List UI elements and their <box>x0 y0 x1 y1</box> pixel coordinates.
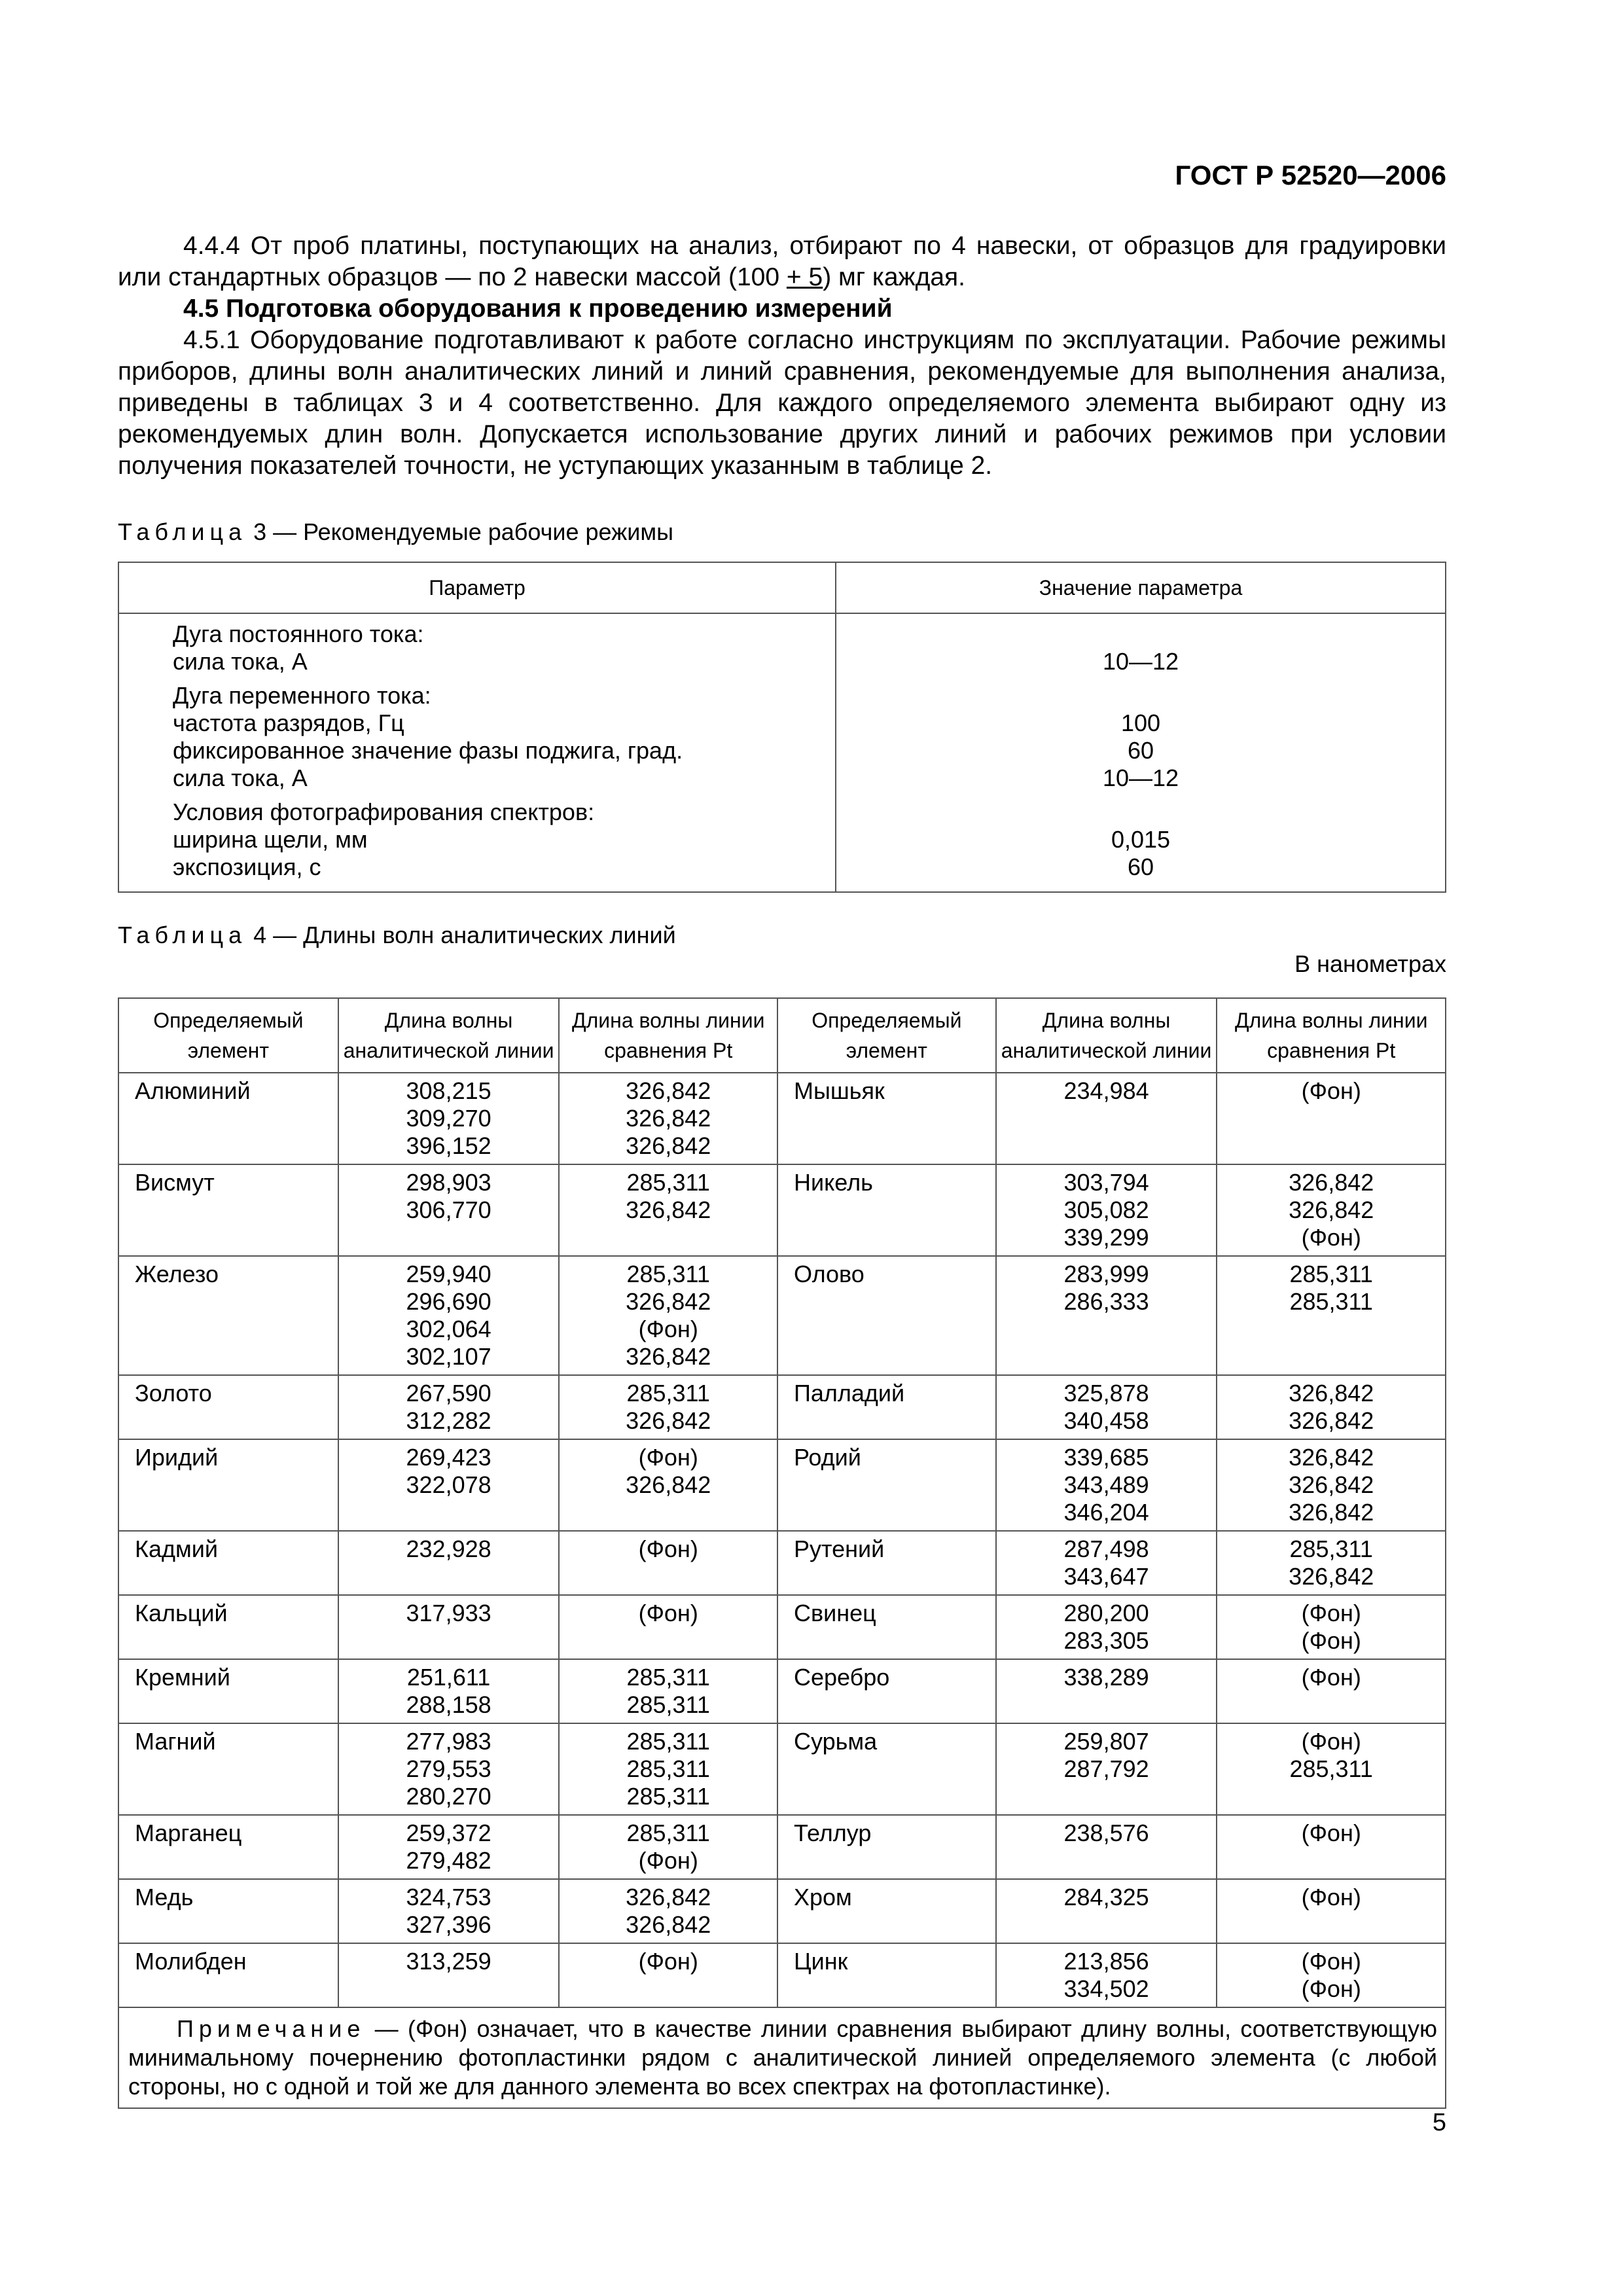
analytic-wavelength: 312,282 <box>406 1407 491 1434</box>
reference-wavelength-cell <box>1217 1256 1446 1375</box>
reference-wavelength-cell <box>559 1595 777 1659</box>
analytic-wavelength: 327,396 <box>406 1911 491 1938</box>
analytic-wavelength-cell <box>996 1943 1217 2007</box>
parameter-line: Дуга постоянного тока: <box>173 620 424 647</box>
reference-wavelength: (Фон) <box>1301 1224 1361 1251</box>
analytic-wavelength: 302,064 <box>406 1316 491 1342</box>
analytic-wavelength: 343,647 <box>1063 1563 1149 1590</box>
analytic-wavelength: 286,333 <box>1063 1288 1149 1315</box>
paragraph-4-4-4 <box>118 230 1446 293</box>
table3-row <box>118 613 1446 892</box>
analytic-wavelength: 308,215 <box>406 1077 491 1104</box>
analytic-wavelength-cell <box>996 1164 1217 1256</box>
element-name-cell <box>777 1723 996 1815</box>
note-text: — (Фон) означает, что в качестве линии сравнения выбирают длину волны, соответствующую минимальному почернению фотопластинки рядом с аналитической линией определяемого элемента (с любой стороны, но с одной и той же для данного элемента во всех спектрах на фотопластинке). <box>128 2015 1437 2100</box>
table4-wavelengths <box>118 997 1446 2109</box>
analytic-wavelength-cell <box>996 1815 1217 1879</box>
analytic-wavelength-cell <box>338 1256 560 1375</box>
analytic-wavelength: 259,372 <box>406 1820 491 1846</box>
element-name-cell <box>777 1815 996 1879</box>
analytic-wavelength: 396,152 <box>406 1132 491 1159</box>
value-line: 0,015 <box>1111 826 1171 853</box>
table-row <box>118 1375 1446 1439</box>
reference-wavelength: 285,311 <box>626 1783 710 1810</box>
parameter-line: частота разрядов, Гц <box>173 709 404 736</box>
table4-header-reference-wavelength: Длина волны линии сравнения Pt <box>1217 998 1446 1073</box>
reference-wavelength-cell <box>559 1073 777 1164</box>
analytic-wavelength-cell <box>996 1256 1217 1375</box>
parameter-group <box>173 798 835 881</box>
table4-note <box>118 2007 1446 2108</box>
analytic-wavelength-cell <box>338 1943 560 2007</box>
table-row <box>118 1073 1446 1164</box>
element-name: Свинец <box>793 1600 876 1626</box>
reference-wavelength: 285,311 <box>626 1261 710 1287</box>
table-row <box>118 1164 1446 1256</box>
analytic-wavelength-cell <box>996 1659 1217 1723</box>
parameter-line: фиксированное значение фазы поджига, град. <box>173 737 683 764</box>
element-name-cell <box>777 1375 996 1439</box>
value-group <box>836 682 1445 792</box>
analytic-wavelength: 346,204 <box>1063 1499 1149 1526</box>
reference-wavelength-cell <box>1217 1815 1446 1879</box>
table-row <box>118 1879 1446 1943</box>
element-name: Цинк <box>793 1948 848 1975</box>
element-name-cell <box>118 1256 338 1375</box>
table3-operating-modes <box>118 562 1446 893</box>
analytic-wavelength: 313,259 <box>406 1948 491 1975</box>
element-name: Кадмий <box>135 1535 218 1562</box>
element-name-cell <box>118 1879 338 1943</box>
reference-wavelength: 326,842 <box>626 1105 711 1132</box>
analytic-wavelength-cell <box>338 1073 560 1164</box>
analytic-wavelength-cell <box>996 1531 1217 1595</box>
reference-wavelength: 285,311 <box>1289 1755 1373 1782</box>
reference-wavelength-cell <box>1217 1723 1446 1815</box>
reference-wavelength-cell <box>559 1815 777 1879</box>
analytic-wavelength: 259,940 <box>406 1261 491 1287</box>
element-name-cell <box>118 1164 338 1256</box>
analytic-wavelength: 213,856 <box>1063 1948 1149 1975</box>
reference-wavelength: 285,311 <box>626 1728 710 1755</box>
analytic-wavelength-cell <box>996 1073 1217 1164</box>
analytic-wavelength-cell <box>338 1164 560 1256</box>
reference-wavelength: 326,842 <box>626 1343 711 1370</box>
reference-wavelength-cell <box>559 1531 777 1595</box>
element-name-cell <box>118 1073 338 1164</box>
parameter-line: ширина щели, мм <box>173 826 368 853</box>
reference-wavelength: (Фон) <box>638 1444 698 1471</box>
table-row <box>118 1943 1446 2007</box>
analytic-wavelength: 238,576 <box>1063 1820 1149 1846</box>
reference-wavelength-cell <box>559 1879 777 1943</box>
reference-wavelength: 326,842 <box>626 1911 711 1938</box>
page-number: 5 <box>1432 2109 1446 2136</box>
analytic-wavelength-cell <box>338 1375 560 1439</box>
caption-label: Таблица <box>118 922 247 948</box>
reference-wavelength: 285,311 <box>626 1380 710 1407</box>
table3-values-cell <box>836 613 1446 892</box>
table-row <box>118 1439 1446 1531</box>
analytic-wavelength-cell <box>996 1595 1217 1659</box>
reference-wavelength: (Фон) <box>638 1600 698 1626</box>
element-name: Кальций <box>135 1600 228 1626</box>
element-name: Магний <box>135 1728 216 1755</box>
reference-wavelength: 326,842 <box>1289 1444 1374 1471</box>
analytic-wavelength: 325,878 <box>1063 1380 1149 1407</box>
analytic-wavelength-cell <box>996 1879 1217 1943</box>
analytic-wavelength: 287,498 <box>1063 1535 1149 1562</box>
value-line <box>836 682 1445 709</box>
table-row <box>118 1595 1446 1659</box>
reference-wavelength: (Фон) <box>1301 1728 1361 1755</box>
value-line: 60 <box>1127 737 1154 764</box>
element-name-cell <box>777 1943 996 2007</box>
analytic-wavelength: 334,502 <box>1063 1975 1149 2002</box>
analytic-wavelength: 296,690 <box>406 1288 491 1315</box>
analytic-wavelength: 259,807 <box>1063 1728 1149 1755</box>
analytic-wavelength: 324,753 <box>406 1884 491 1910</box>
table3-parameters-cell <box>118 613 836 892</box>
parameter-line: сила тока, А <box>173 764 308 791</box>
reference-wavelength: 285,311 <box>626 1820 710 1846</box>
reference-wavelength: (Фон) <box>1301 1820 1361 1846</box>
reference-wavelength-cell <box>1217 1439 1446 1531</box>
reference-wavelength: (Фон) <box>1301 1975 1361 2002</box>
analytic-wavelength: 279,482 <box>406 1847 491 1874</box>
reference-wavelength: 285,311 <box>626 1169 710 1196</box>
analytic-wavelength: 283,305 <box>1063 1627 1149 1654</box>
analytic-wavelength-cell <box>338 1595 560 1659</box>
reference-wavelength: (Фон) <box>1301 1664 1361 1691</box>
analytic-wavelength: 306,770 <box>406 1196 491 1223</box>
element-name-cell <box>118 1375 338 1439</box>
reference-wavelength: (Фон) <box>1301 1077 1361 1104</box>
reference-wavelength: 326,842 <box>626 1077 711 1104</box>
reference-wavelength: (Фон) <box>638 1847 698 1874</box>
analytic-wavelength: 284,325 <box>1063 1884 1149 1910</box>
reference-wavelength: 326,842 <box>626 1288 711 1315</box>
element-name-cell <box>118 1723 338 1815</box>
analytic-wavelength: 269,423 <box>406 1444 491 1471</box>
table-row <box>118 1256 1446 1375</box>
reference-wavelength-cell <box>1217 1659 1446 1723</box>
reference-wavelength: 285,311 <box>626 1691 710 1718</box>
element-name-cell <box>777 1256 996 1375</box>
table3-header-value: Значение параметра <box>836 562 1446 613</box>
reference-wavelength-cell <box>1217 1943 1446 2007</box>
element-name: Молибден <box>135 1948 247 1975</box>
body-text <box>118 230 1446 482</box>
analytic-wavelength-cell <box>338 1659 560 1723</box>
element-name: Медь <box>135 1884 194 1910</box>
analytic-wavelength-cell <box>996 1723 1217 1815</box>
element-name-cell <box>118 1659 338 1723</box>
reference-wavelength-cell <box>559 1723 777 1815</box>
plus-minus-value: + 5 <box>786 263 823 291</box>
analytic-wavelength: 280,200 <box>1063 1600 1149 1626</box>
analytic-wavelength: 339,299 <box>1063 1224 1149 1251</box>
element-name: Алюминий <box>135 1077 251 1104</box>
caption-text: 4 — Длины волн аналитических линий <box>247 922 676 948</box>
reference-wavelength: 285,311 <box>1289 1535 1373 1562</box>
table3-caption <box>118 518 673 546</box>
parameter-line: Условия фотографирования спектров: <box>173 798 595 825</box>
element-name: Олово <box>793 1261 865 1287</box>
reference-wavelength: 326,842 <box>1289 1380 1374 1407</box>
document-id: ГОСТ Р 52520—2006 <box>1175 160 1446 190</box>
table-row <box>118 1531 1446 1595</box>
analytic-wavelength: 317,933 <box>406 1600 491 1626</box>
table-row <box>118 1723 1446 1815</box>
value-line: 10—12 <box>1102 764 1179 791</box>
reference-wavelength-cell <box>1217 1375 1446 1439</box>
analytic-wavelength: 343,489 <box>1063 1471 1149 1498</box>
value-group <box>836 798 1445 881</box>
reference-wavelength-cell <box>1217 1531 1446 1595</box>
value-line <box>836 798 1445 826</box>
element-name: Рутений <box>793 1535 885 1562</box>
analytic-wavelength: 288,158 <box>406 1691 491 1718</box>
table3-header-parameter: Параметр <box>118 562 836 613</box>
analytic-wavelength-cell <box>996 1439 1217 1531</box>
analytic-wavelength-cell <box>338 1531 560 1595</box>
table4-caption <box>118 922 676 949</box>
element-name-cell <box>118 1943 338 2007</box>
table4-header-analytic-wavelength: Длина волны аналитической линии <box>996 998 1217 1073</box>
reference-wavelength-cell <box>559 1164 777 1256</box>
element-name: Серебро <box>793 1664 890 1691</box>
element-name: Кремний <box>135 1664 230 1691</box>
element-name-cell <box>118 1531 338 1595</box>
reference-wavelength: (Фон) <box>1301 1884 1361 1910</box>
analytic-wavelength: 280,270 <box>406 1783 491 1810</box>
caption-label: Таблица <box>118 518 247 545</box>
reference-wavelength-cell <box>1217 1595 1446 1659</box>
reference-wavelength: (Фон) <box>638 1316 698 1342</box>
caption-text: 3 — Рекомендуемые рабочие режимы <box>247 518 673 545</box>
reference-wavelength: (Фон) <box>638 1948 698 1975</box>
reference-wavelength: 326,842 <box>626 1471 711 1498</box>
analytic-wavelength: 340,458 <box>1063 1407 1149 1434</box>
reference-wavelength: (Фон) <box>638 1535 698 1562</box>
analytic-wavelength: 322,078 <box>406 1471 491 1498</box>
reference-wavelength-cell <box>559 1375 777 1439</box>
reference-wavelength: 326,842 <box>1289 1563 1374 1590</box>
element-name-cell <box>777 1439 996 1531</box>
analytic-wavelength: 279,553 <box>406 1755 491 1782</box>
paragraph-text: ) мг каждая. <box>823 263 965 291</box>
note-label: Примечание <box>177 2015 366 2042</box>
table-row <box>118 1815 1446 1879</box>
analytic-wavelength: 303,794 <box>1063 1169 1149 1196</box>
element-name: Родий <box>793 1444 861 1471</box>
value-line <box>836 620 1445 648</box>
reference-wavelength: 285,311 <box>1289 1261 1373 1287</box>
reference-wavelength: 326,842 <box>1289 1169 1374 1196</box>
reference-wavelength: (Фон) <box>1301 1627 1361 1654</box>
element-name-cell <box>777 1595 996 1659</box>
section-heading: 4.5 Подготовка оборудования к проведению измерений <box>183 295 893 323</box>
value-line: 10—12 <box>1102 648 1179 675</box>
element-name: Палладий <box>793 1380 905 1407</box>
element-name-cell <box>777 1164 996 1256</box>
reference-wavelength-cell <box>559 1256 777 1375</box>
element-name: Никель <box>793 1169 873 1196</box>
value-group <box>836 620 1445 675</box>
reference-wavelength: (Фон) <box>1301 1600 1361 1626</box>
analytic-wavelength: 277,983 <box>406 1728 491 1755</box>
element-name: Золото <box>135 1380 212 1407</box>
parameter-group <box>173 682 835 792</box>
reference-wavelength-cell <box>1217 1164 1446 1256</box>
reference-wavelength: 326,842 <box>1289 1471 1374 1498</box>
table4-header-reference-wavelength: Длина волны линии сравнения Pt <box>559 998 777 1073</box>
analytic-wavelength: 283,999 <box>1063 1261 1149 1287</box>
reference-wavelength-cell <box>559 1943 777 2007</box>
reference-wavelength-cell <box>559 1659 777 1723</box>
element-name: Сурьма <box>793 1728 878 1755</box>
table-row <box>118 1659 1446 1723</box>
analytic-wavelength: 302,107 <box>406 1343 491 1370</box>
reference-wavelength: 326,842 <box>626 1196 711 1223</box>
analytic-wavelength: 338,289 <box>1063 1664 1149 1691</box>
analytic-wavelength: 298,903 <box>406 1169 491 1196</box>
paragraph-text: 4.4.4 От проб платины, поступающих на анализ, отбирают по 4 навески, от образцов для градуировки или стандартных образцов — по 2 навески массой (100 <box>118 232 1446 291</box>
element-name: Железо <box>135 1261 219 1287</box>
element-name-cell <box>118 1439 338 1531</box>
reference-wavelength: 326,842 <box>626 1132 711 1159</box>
analytic-wavelength: 339,685 <box>1063 1444 1149 1471</box>
reference-wavelength: (Фон) <box>1301 1948 1361 1975</box>
reference-wavelength: 285,311 <box>1289 1288 1373 1315</box>
analytic-wavelength-cell <box>338 1439 560 1531</box>
analytic-wavelength-cell <box>996 1375 1217 1439</box>
element-name: Висмут <box>135 1169 215 1196</box>
analytic-wavelength-cell <box>338 1723 560 1815</box>
element-name: Марганец <box>135 1820 242 1846</box>
reference-wavelength-cell <box>1217 1073 1446 1164</box>
parameter-group <box>173 620 835 675</box>
element-name: Иридий <box>135 1444 219 1471</box>
reference-wavelength: 326,842 <box>626 1407 711 1434</box>
analytic-wavelength-cell <box>338 1879 560 1943</box>
table4-header-element: Определяемый элемент <box>118 998 338 1073</box>
analytic-wavelength: 234,984 <box>1063 1077 1149 1104</box>
analytic-wavelength: 287,792 <box>1063 1755 1149 1782</box>
parameter-line: экспозиция, с <box>173 853 321 880</box>
element-name-cell <box>118 1815 338 1879</box>
parameter-line: Дуга переменного тока: <box>173 682 431 709</box>
table4-units: В нанометрах <box>1294 950 1446 977</box>
reference-wavelength: 285,311 <box>626 1664 710 1691</box>
parameter-line: сила тока, А <box>173 648 308 675</box>
element-name: Мышьяк <box>793 1077 885 1104</box>
reference-wavelength: 326,842 <box>626 1884 711 1910</box>
paragraph-4-5-1: 4.5.1 Оборудование подготавливают к работе согласно инструкциям по эксплуатации. Рабочие режимы приборов, длины волн аналитических линий и линий сравнения, рекомендуемые для выполнения анализа, приведены в таблицах 3 и 4 соответственно. Для каждого определяемого элемента выбирают одну из рекомендуемых длин волн. Допускается использование других линий и рабочих режимов при условии получения показателей точности, не уступающих указанным в таблице 2. <box>118 326 1446 480</box>
analytic-wavelength-cell <box>338 1815 560 1879</box>
element-name: Теллур <box>793 1820 872 1846</box>
analytic-wavelength: 267,590 <box>406 1380 491 1407</box>
element-name: Хром <box>793 1884 852 1910</box>
reference-wavelength: 285,311 <box>626 1755 710 1782</box>
value-line: 100 <box>1120 709 1161 736</box>
reference-wavelength-cell <box>1217 1879 1446 1943</box>
analytic-wavelength: 232,928 <box>406 1535 491 1562</box>
element-name-cell <box>777 1659 996 1723</box>
value-line: 60 <box>1127 853 1154 880</box>
element-name-cell <box>777 1073 996 1164</box>
reference-wavelength: 326,842 <box>1289 1407 1374 1434</box>
analytic-wavelength: 309,270 <box>406 1105 491 1132</box>
element-name-cell <box>777 1531 996 1595</box>
element-name-cell <box>118 1595 338 1659</box>
table4-header-element: Определяемый элемент <box>777 998 996 1073</box>
analytic-wavelength: 305,082 <box>1063 1196 1149 1223</box>
table4-header-analytic-wavelength: Длина волны аналитической линии <box>338 998 560 1073</box>
reference-wavelength: 326,842 <box>1289 1499 1374 1526</box>
analytic-wavelength: 251,611 <box>406 1664 491 1691</box>
reference-wavelength: 326,842 <box>1289 1196 1374 1223</box>
element-name-cell <box>777 1879 996 1943</box>
reference-wavelength-cell <box>559 1439 777 1531</box>
